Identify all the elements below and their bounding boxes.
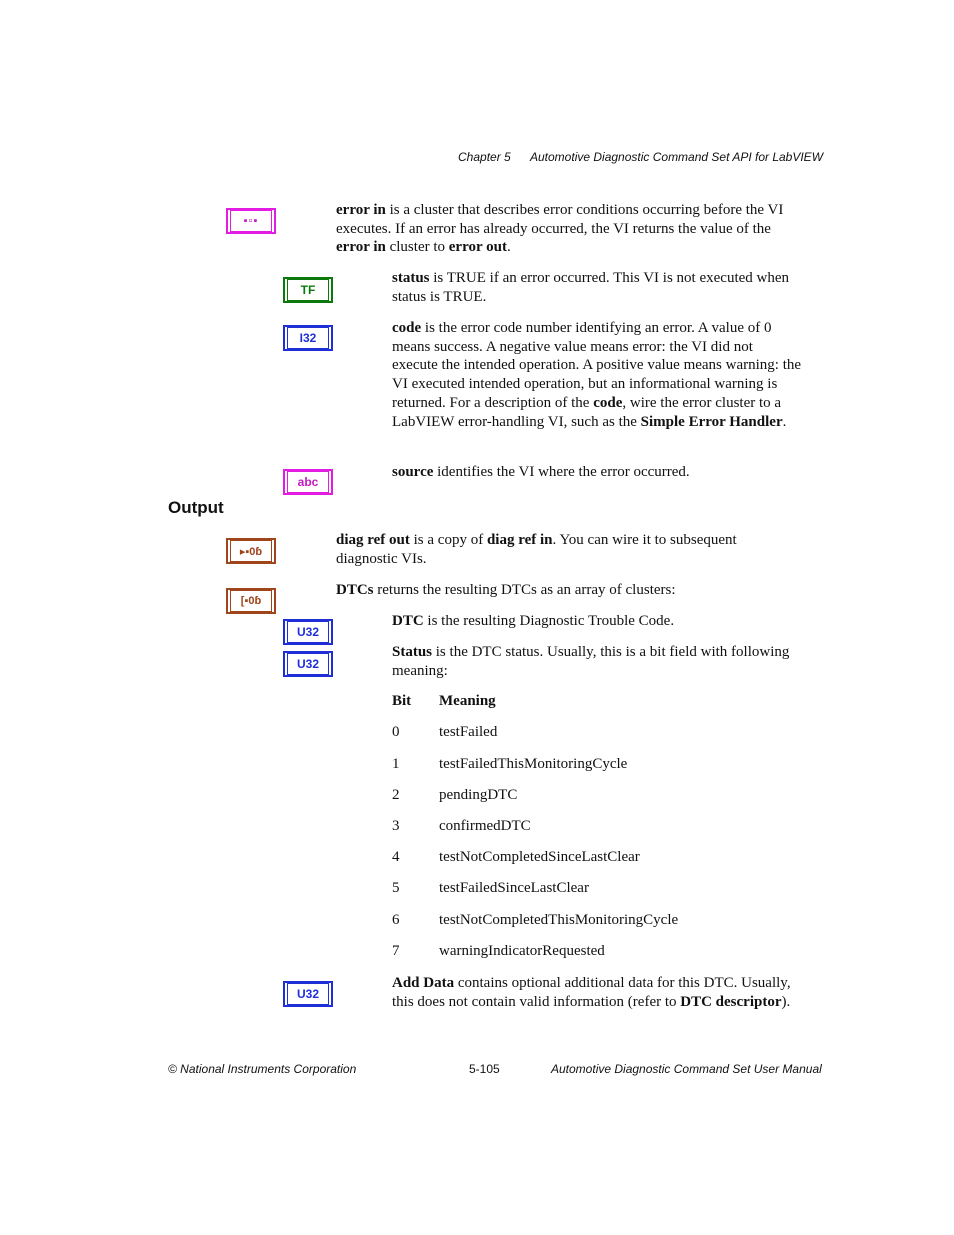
status-description bbox=[392, 269, 802, 306]
code-text-3: . bbox=[782, 413, 787, 430]
term-diag-ref-in: diag ref in bbox=[486, 532, 553, 548]
term-error-in: error in bbox=[336, 202, 386, 218]
meaning-column-header: Meaning bbox=[439, 693, 496, 709]
term-dtc-descriptor: DTC descriptor bbox=[680, 993, 782, 1010]
error-in-text-2: cluster to bbox=[385, 239, 449, 256]
error-cluster-icon: ▪▫▪ bbox=[226, 208, 276, 234]
error-in-text-3: . bbox=[506, 239, 511, 256]
output-heading: Output bbox=[168, 498, 224, 517]
error-in-text-1: is a cluster that describes error conditions occurring before the VI executes. If an error has already occurred, the VI returns the value of the bbox=[336, 202, 784, 237]
header-title: Automotive Diagnostic Command Set API for LabVIEW bbox=[530, 150, 824, 164]
footer-manual-title: Automotive Diagnostic Command Set User Manual bbox=[551, 1062, 822, 1076]
dtcs-text: returns the resulting DTCs as an array of clusters: bbox=[373, 582, 676, 598]
boolean-tf-icon: TF bbox=[283, 277, 333, 303]
source-text: identifies the VI where the error occurred. bbox=[433, 464, 690, 480]
code-description bbox=[392, 319, 802, 431]
diag-ref-out-description bbox=[336, 531, 802, 568]
term-error-in-2: error in bbox=[336, 239, 386, 256]
diag-ref-out-text-2: . You can wire it to subsequent diagnostic VIs. bbox=[336, 532, 737, 567]
dtcs-description bbox=[336, 581, 802, 600]
term-error-out: error out bbox=[448, 239, 507, 256]
add-data-description bbox=[392, 974, 804, 1011]
status-text: is TRUE if an error occurred. This VI is not executed when status is TRUE. bbox=[392, 270, 790, 305]
add-data-text-2: ). bbox=[781, 993, 791, 1010]
u32-icon: U32 bbox=[283, 981, 333, 1007]
bit-column-header: Bit bbox=[392, 693, 412, 709]
meaning-cell: testFailedSinceLastClear bbox=[439, 880, 589, 896]
dtc-text: is the resulting Diagnostic Trouble Code. bbox=[423, 613, 675, 629]
u32-icon: U32 bbox=[283, 651, 333, 677]
string-abc-icon: abc bbox=[283, 469, 333, 495]
meaning-cell: warningIndicatorRequested bbox=[439, 943, 605, 959]
term-code: code bbox=[392, 320, 422, 336]
bit-cell: 1 bbox=[392, 756, 400, 772]
meaning-cell: testFailed bbox=[439, 724, 498, 740]
meaning-cell: testFailedThisMonitoringCycle bbox=[439, 756, 628, 772]
term-add-data: Add Data bbox=[392, 975, 455, 991]
bit-cell: 5 bbox=[392, 880, 400, 896]
meaning-cell: pendingDTC bbox=[439, 787, 518, 803]
header-chapter: Chapter 5 bbox=[458, 150, 511, 164]
source-description bbox=[392, 463, 802, 482]
term-source: source bbox=[392, 464, 434, 480]
term-dtcs: DTCs bbox=[336, 582, 374, 598]
diag-ref-out-text-1: is a copy of bbox=[409, 532, 487, 548]
dtc-status-description bbox=[392, 643, 802, 680]
add-data-text-1: contains optional additional data for this DTC. Usually, this does not contain valid information (refer to bbox=[392, 975, 791, 1010]
bit-cell: 2 bbox=[392, 787, 400, 803]
error-in-description bbox=[336, 201, 802, 257]
term-simple-error-handler: Simple Error Handler bbox=[640, 413, 783, 430]
code-text-2: , wire the error cluster to a LabVIEW error-handling VI, such as the bbox=[392, 394, 782, 430]
refnum-icon: ▸▪0ɓ bbox=[226, 538, 276, 564]
meaning-cell: testNotCompletedSinceLastClear bbox=[439, 849, 640, 865]
term-diag-ref-out: diag ref out bbox=[336, 532, 410, 548]
meaning-cell: confirmedDTC bbox=[439, 818, 531, 834]
footer-page-number: 5-105 bbox=[469, 1062, 500, 1076]
bit-cell: 3 bbox=[392, 818, 400, 834]
bit-cell: 6 bbox=[392, 912, 400, 928]
code-text-1: is the error code number identifying an error. A value of 0 means success. A negative value means error: the VI did not execute the intended operation. A positive value means warning: the VI executed intended operation, but an informational warning is returned. For a description of the bbox=[392, 320, 802, 411]
i32-icon: I32 bbox=[283, 325, 333, 351]
footer-copyright: © National Instruments Corporation bbox=[168, 1062, 357, 1076]
term-status: status bbox=[392, 270, 430, 286]
array-cluster-icon: [▪0ɓ bbox=[226, 588, 276, 614]
dtc-status-text: is the DTC status. Usually, this is a bit field with following meaning: bbox=[392, 644, 790, 679]
bit-cell: 0 bbox=[392, 724, 400, 740]
term-status-bitfield: Status bbox=[392, 644, 433, 660]
term-code-2: code bbox=[593, 394, 623, 411]
bit-cell: 7 bbox=[392, 943, 400, 959]
term-dtc: DTC bbox=[392, 613, 424, 629]
meaning-cell: testNotCompletedThisMonitoringCycle bbox=[439, 912, 679, 928]
u32-icon: U32 bbox=[283, 619, 333, 645]
bit-cell: 4 bbox=[392, 849, 400, 865]
dtc-description bbox=[392, 612, 802, 631]
